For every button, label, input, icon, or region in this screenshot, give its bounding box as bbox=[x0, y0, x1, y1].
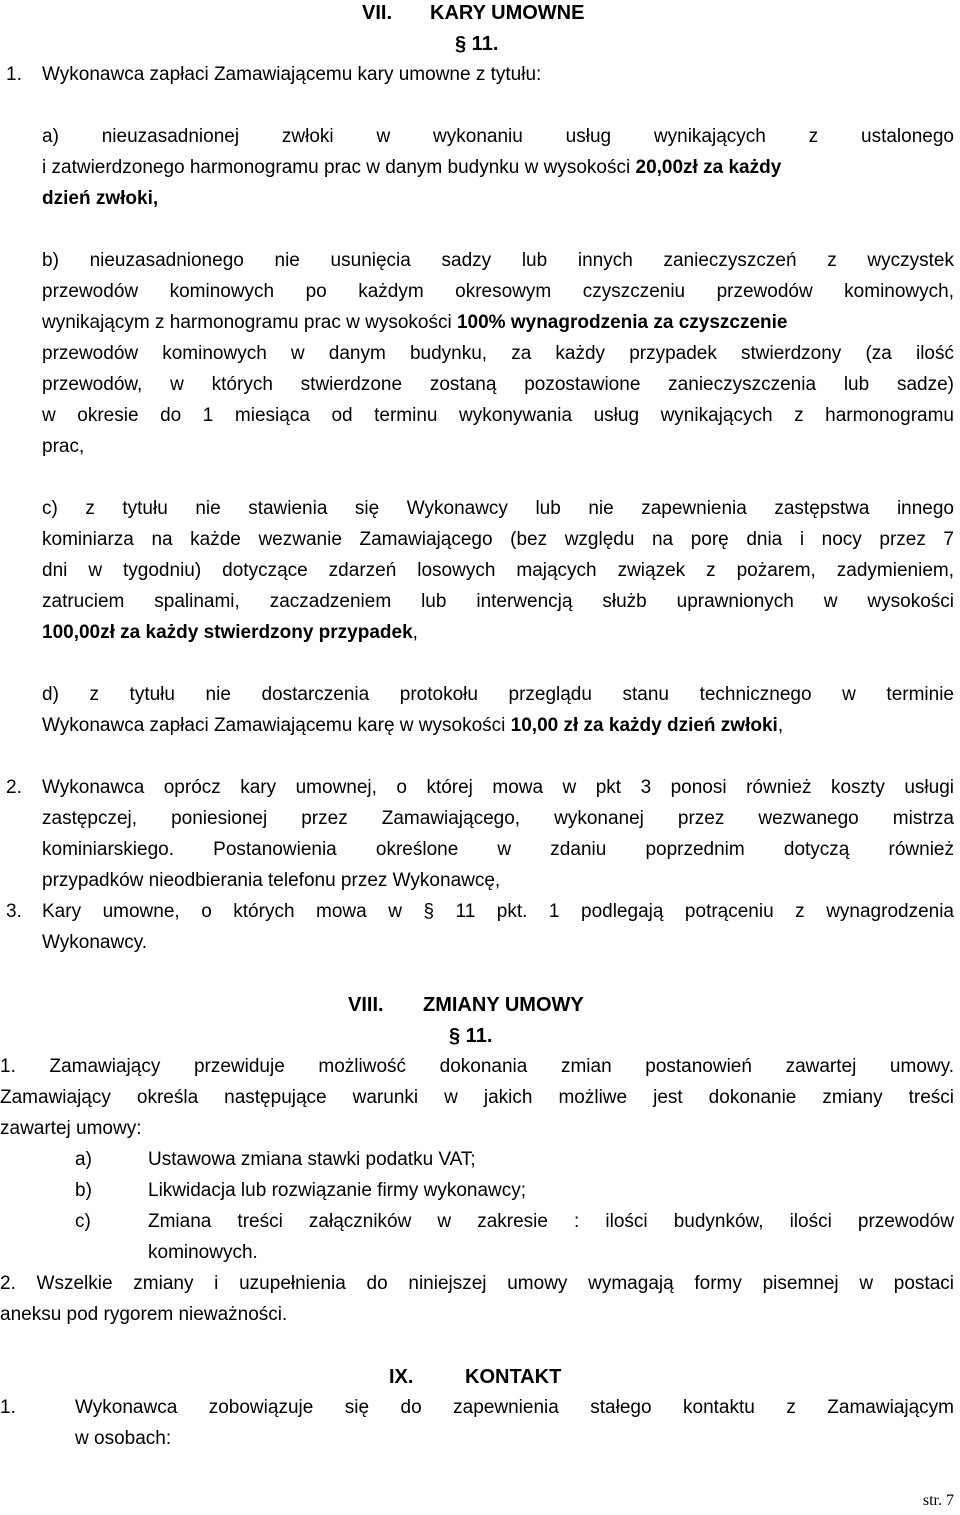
s8-item-a-label: a) bbox=[75, 1149, 92, 1170]
s7-item-b-line3: wynikającym z harmonogramu prac w wysokości 100% wynagrodzenia za czyszczenie bbox=[42, 312, 788, 333]
s7-p2-number: 2. bbox=[6, 777, 22, 798]
s7-item-c-line5: 100,00zł za każdy stwierdzony przypadek, bbox=[42, 622, 418, 643]
s8-item-c-label: c) bbox=[75, 1211, 91, 1232]
s7-item-b-line7: prac, bbox=[42, 436, 85, 457]
s7-item-a-line3: dzień zwłoki, bbox=[42, 188, 159, 209]
s7-item-b-line4: przewodów kominowych w danym budynku, za każdy przypadek stwierdzony (za ilość bbox=[42, 343, 954, 364]
s7-p3-line1: Kary umowne, o których mowa w § 11 pkt. 1 podlegają potrąceniu z wynagrodzenia bbox=[42, 901, 954, 922]
s9-p1-number: 1. bbox=[0, 1397, 16, 1418]
s8-p1-line1: 1. Zamawiający przewiduje możliwość dokonania zmian postanowień zawartej umowy. bbox=[0, 1056, 954, 1077]
s7-p3-number: 3. bbox=[6, 901, 22, 922]
page-number: str. 7 bbox=[922, 1492, 954, 1509]
s7-item-b-line6: w okresie do 1 miesiąca od terminu wykonywania usług wynikających z harmonogramu bbox=[42, 405, 954, 426]
section-9-title: KONTAKT bbox=[465, 1366, 562, 1388]
s7-p2-line2: zastępczej, poniesionej przez Zamawiającego, wykonanej przez wezwanego mistrza bbox=[42, 808, 954, 829]
s7-p3-line2: Wykonawcy. bbox=[42, 932, 148, 953]
s7-item-c-line1: c) z tytułu nie stawienia się Wykonawcy lub nie zapewnienia zastępstwa innego bbox=[42, 498, 954, 519]
s7-item-c-line3: dni w tygodniu) dotyczące zdarzeń losowych mających związek z pożarem, zadymieniem, bbox=[42, 560, 954, 581]
section-8-roman: VIII. bbox=[348, 994, 384, 1016]
s8-item-b-text: Likwidacja lub rozwiązanie firmy wykonawcy; bbox=[148, 1180, 527, 1201]
section-7-title: KARY UMOWNE bbox=[430, 2, 585, 24]
s8-item-b-label: b) bbox=[75, 1180, 92, 1201]
s7-item-a-line1: a) nieuzasadnionej zwłoki w wykonaniu usług wynikających z ustalonego bbox=[42, 126, 954, 147]
s7-p1-number: 1. bbox=[6, 64, 22, 85]
s7-item-b-line1: b) nieuzasadnionego nie usunięcia sadzy lub innych zanieczyszczeń z wyczystek bbox=[42, 250, 954, 271]
section-8-paragraph-sign: § 11. bbox=[449, 1025, 493, 1047]
s8-item-c-line1: Zmiana treści załączników w zakresie : ilości budynków, ilości przewodów bbox=[148, 1211, 954, 1232]
section-8-title: ZMIANY UMOWY bbox=[423, 994, 584, 1016]
s7-item-d-line1: d) z tytułu nie dostarczenia protokołu przeglądu stanu technicznego w terminie bbox=[42, 684, 954, 705]
s8-item-c-line2: kominowych. bbox=[148, 1242, 258, 1263]
s7-item-c-line4: zatruciem spalinami, zaczadzeniem lub interwencją służb uprawnionych w wysokości bbox=[42, 591, 954, 612]
section-9-roman: IX. bbox=[389, 1366, 414, 1388]
s7-item-a-line2: i zatwierdzonego harmonogramu prac w danym budynku w wysokości 20,00zł za każdy bbox=[42, 157, 782, 178]
s8-p2-line1: 2. Wszelkie zmiany i uzupełnienia do niniejszej umowy wymagają formy pisemnej w postaci bbox=[0, 1273, 954, 1294]
s9-p1-line2: w osobach: bbox=[75, 1428, 172, 1449]
s7-p1-text: Wykonawca zapłaci Zamawiającemu kary umowne z tytułu: bbox=[42, 64, 542, 85]
section-7-paragraph-sign: § 11. bbox=[455, 33, 499, 55]
s8-p1-line2: Zamawiający określa następujące warunki w jakich możliwe jest dokonanie zmiany treści bbox=[0, 1087, 954, 1108]
s7-item-b-line2: przewodów kominowych po każdym okresowym czyszczeniu przewodów kominowych, bbox=[42, 281, 954, 302]
s7-item-b-line5: przewodów, w których stwierdzone zostaną pozostawione zanieczyszczenia lub sadze) bbox=[42, 374, 954, 395]
s8-p2-line2: aneksu pod rygorem nieważności. bbox=[0, 1304, 288, 1325]
section-7-roman: VII. bbox=[362, 2, 393, 24]
s7-p2-line1: Wykonawca oprócz kary umownej, o której mowa w pkt 3 ponosi również koszty usługi bbox=[42, 777, 954, 798]
s8-item-a-text: Ustawowa zmiana stawki podatku VAT; bbox=[148, 1149, 476, 1170]
s7-p2-line3: kominiarskiego. Postanowienia określone w zdaniu poprzednim dotyczą również bbox=[42, 839, 954, 860]
s9-p1-line1: Wykonawca zobowiązuje się do zapewnienia stałego kontaktu z Zamawiającym bbox=[75, 1397, 954, 1418]
s8-p1-line3: zawartej umowy: bbox=[0, 1118, 142, 1139]
s7-item-d-line2: Wykonawca zapłaci Zamawiającemu karę w wysokości 10,00 zł za każdy dzień zwłoki, bbox=[42, 715, 784, 736]
s7-p2-line4: przypadków nieodbierania telefonu przez Wykonawcę, bbox=[42, 870, 501, 891]
s7-item-c-line2: kominiarza na każde wezwanie Zamawiającego (bez względu na porę dnia i nocy przez 7 bbox=[42, 529, 954, 550]
